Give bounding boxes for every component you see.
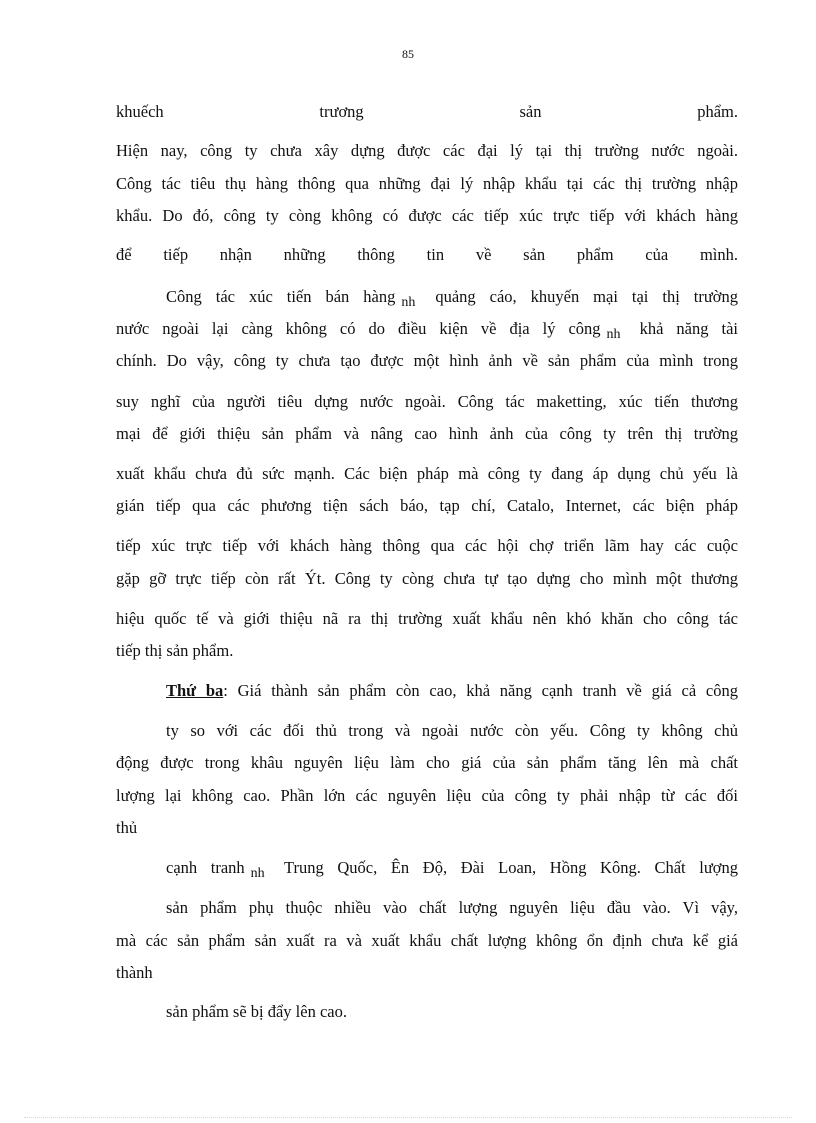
text-line: Công tác tiêu thụ hàng thông qua những đại lý nhập khẩu tại các thị trường nhập xyxy=(116,174,738,193)
text-fragment: khả năng tài xyxy=(639,319,739,338)
text-line: thủ xyxy=(116,818,138,837)
text-line: lượng lại không cao. Phần lớn các nguyên liệu của công ty phải nhập từ các đối xyxy=(116,786,738,805)
page-bottom-divider xyxy=(24,1117,792,1118)
text-line xyxy=(166,681,738,701)
text-line: tiếp xúc trực tiếp với khách hàng thông qua các hội chợ triển lãm hay các cuộc xyxy=(116,536,738,555)
text-fragment: Công tác xúc tiến bán hàng xyxy=(166,287,396,306)
text-line: gặp gỡ trực tiếp còn rất Ýt. Công ty còng chưa tự tạo dựng cho mình một thương xyxy=(116,569,738,588)
text-line: sản phẩm sẽ bị đẩy lên cao. xyxy=(166,1002,347,1021)
text-line xyxy=(166,858,738,880)
page-number: 85 xyxy=(402,47,414,61)
text-line: chính. Do vậy, công ty chưa tạo được một hình ảnh về sản phẩm của mình trong xyxy=(116,351,738,370)
text-line xyxy=(166,287,738,309)
subscript-fragment: nh xyxy=(606,327,621,342)
text-fragment: nước ngoài lại càng không có do điều kiện về địa lý công xyxy=(116,319,601,338)
text-fragment: quảng cáo, khuyến mại tại thị trường xyxy=(435,287,739,306)
text-line: thành xyxy=(116,963,153,982)
text-line: gián tiếp qua các phương tiện sách báo, tạp chí, Catalo, Internet, các biện pháp xyxy=(116,496,738,515)
text-line: sản phẩm phụ thuộc nhiều vào chất lượng nguyên liệu đầu vào. Vì vậy, xyxy=(166,898,738,917)
text-line: ty so với các đối thủ trong và ngoài nước còn yếu. Công ty không chủ xyxy=(166,721,738,740)
text-line: xuất khẩu chưa đủ sức mạnh. Các biện pháp mà công ty đang áp dụng chủ yếu là xyxy=(116,464,738,483)
text-line: khẩu. Do đó, công ty còng không có được các tiếp xúc trực tiếp với khách hàng xyxy=(116,206,738,225)
text-line: tiếp thị sản phẩm. xyxy=(116,641,234,660)
text-line: hiệu quốc tế và giới thiệu nã ra thị trường xuất khẩu nên khó khăn cho công tác xyxy=(116,609,738,628)
text-fragment: : Giá thành sản phẩm còn cao, khả năng cạnh tranh về giá cả công xyxy=(223,681,738,700)
section-heading: Thứ ba xyxy=(166,681,224,700)
text-line xyxy=(116,319,738,341)
text-line: khuếch trương sản phẩm. xyxy=(116,102,738,121)
text-fragment: Trung Quốc, Ên Độ, Đài Loan, Hồng Kông. Chất lượng xyxy=(284,858,738,877)
subscript-fragment: nh xyxy=(250,866,265,881)
text-line: mà các sản phẩm sản xuất ra và xuất khẩu chất lượng không ổn định chưa kể giá xyxy=(116,931,738,950)
text-line: để tiếp nhận những thông tin về sản phẩm của mình. xyxy=(116,245,738,264)
text-line: mại để giới thiệu sản phẩm và nâng cao hình ảnh của công ty trên thị trường xyxy=(116,424,738,443)
text-fragment: cạnh tranh xyxy=(166,858,245,877)
text-line: động được trong khâu nguyên liệu làm cho giá của sản phẩm tăng lên mà chất xyxy=(116,753,738,772)
text-line: suy nghĩ của người tiêu dựng nước ngoài. Công tác maketting, xúc tiến thương xyxy=(116,392,738,411)
subscript-fragment: nh xyxy=(401,295,416,310)
text-line: Hiện nay, công ty chưa xây dựng được các đại lý tại thị trường nước ngoài. xyxy=(116,141,738,160)
